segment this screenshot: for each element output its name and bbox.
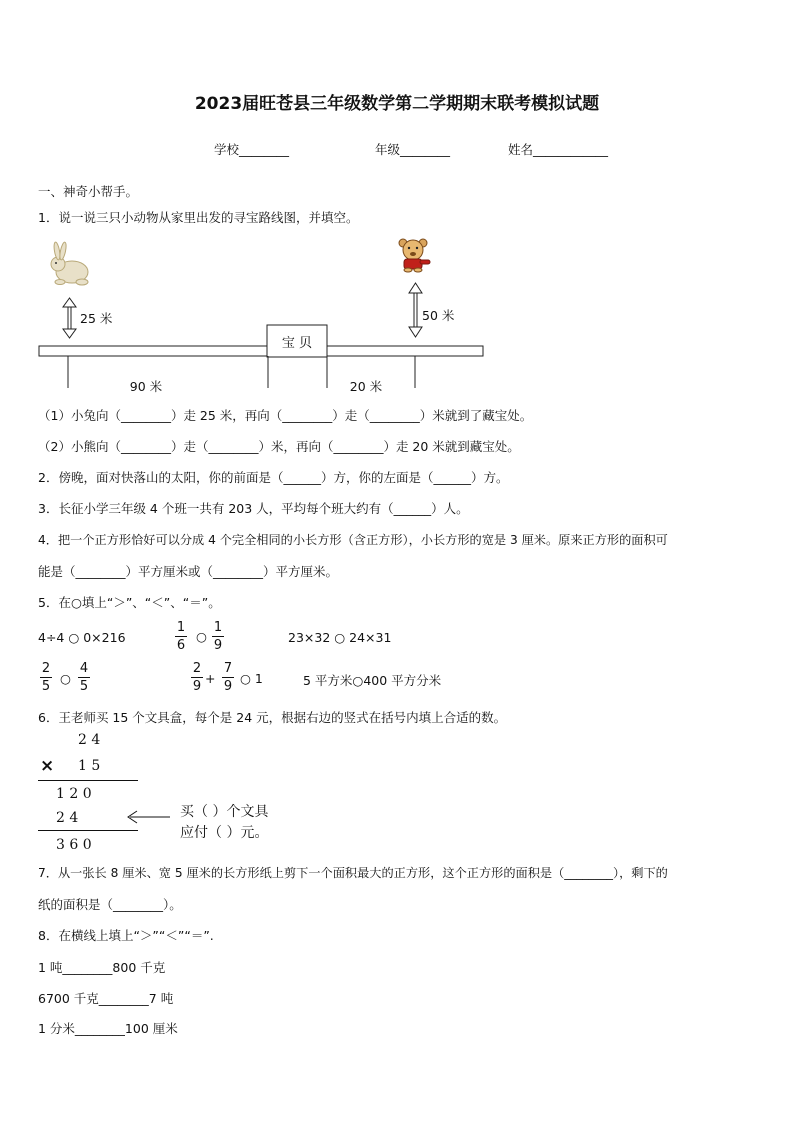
- name-field: 姓名____________: [508, 142, 609, 157]
- question-5: 5．在○填上“＞”、“＜”、“＝”。: [38, 595, 221, 610]
- treasure-label: 宝 贝: [281, 336, 313, 351]
- school-field: 学校________: [214, 142, 290, 157]
- bear-distance-label: 50 米: [422, 308, 455, 323]
- q5-item2-frac1: [175, 620, 187, 653]
- q5-item4-op: ○: [60, 671, 71, 686]
- bear-arrow: [409, 283, 422, 337]
- grade-field: 年级________: [375, 142, 451, 157]
- denominator: 9: [213, 638, 223, 653]
- numerator: 2: [41, 661, 51, 676]
- route-diagram: [30, 232, 500, 400]
- q5-item4-frac2: [78, 661, 90, 694]
- road: [39, 346, 483, 356]
- page-title: 2023届旺苍县三年级数学第二学期期末联考模拟试题: [194, 94, 600, 114]
- denominator: 6: [176, 638, 186, 653]
- denominator: 9: [223, 679, 233, 694]
- q5-item5-plus: +: [205, 671, 216, 686]
- denominator: 5: [41, 679, 51, 694]
- mult-row5: 3 6 0: [56, 837, 92, 853]
- rabbit-arrow: [63, 298, 76, 338]
- q8-item2: 6700 千克________7 吨: [38, 991, 174, 1006]
- numerator: 4: [79, 661, 89, 676]
- denominator: 5: [79, 679, 89, 694]
- numerator: 7: [223, 661, 233, 676]
- right-distance-label: 20 米: [349, 379, 383, 394]
- q1-sub1: （1）小兔向（________）走 25 米，再向（________）走（________）米就到了藏宝处。: [38, 408, 533, 423]
- q5-item3: 23×32 ○ 24×31: [288, 630, 392, 645]
- q5-item5-rest: ○ 1: [240, 671, 263, 686]
- left-arrow-icon: [124, 810, 172, 824]
- q1-sub2: （2）小熊向（________）走（________）米，再向（________）走 20 米就到藏宝处。: [38, 439, 520, 454]
- q8-item1: 1 吨________800 千克: [38, 960, 166, 975]
- bear-icon: [399, 239, 430, 272]
- denominator: 9: [192, 679, 202, 694]
- q8-item3: 1 分米________100 厘米: [38, 1021, 178, 1036]
- q5-item5-frac1: [191, 661, 203, 694]
- q6-note1: 买（ ）个文具: [180, 804, 269, 820]
- mult-row1: 2 4: [78, 732, 101, 748]
- q5-item6: 5 平方米○400 平方分米: [303, 673, 442, 688]
- q5-item1: 4÷4 ○ 0×216: [38, 630, 126, 645]
- numerator: 1: [213, 620, 223, 635]
- question-4-line1: 4．把一个正方形恰好可以分成 4 个完全相同的小长方形（含正方形），小长方形的宽是 3 厘米。原来正方形的面积可: [38, 533, 668, 547]
- q5-item2-frac2: [212, 620, 224, 653]
- question-8: 8．在横线上填上“＞”“＜”“＝”.: [38, 928, 214, 943]
- q5-item4-frac1: [40, 661, 52, 694]
- times-sign: ×: [40, 756, 55, 776]
- mult-row4: 2 4: [56, 810, 79, 826]
- q5-item2-op: ○: [196, 629, 207, 644]
- mult-line2: [38, 830, 138, 831]
- rabbit-distance-label: 25 米: [80, 311, 113, 326]
- numerator: 2: [192, 661, 202, 676]
- question-2: 2．傍晚，面对快落山的太阳，你的前面是（______）方，你的左面是（______）方。: [38, 470, 509, 485]
- question-6: 6．王老师买 15 个文具盒，每个是 24 元，根据右边的竖式在括号内填上合适的数。: [38, 710, 507, 725]
- left-distance-label: 90 米: [129, 379, 163, 394]
- mult-row2: 1 5: [78, 758, 101, 774]
- question-7-line2: 纸的面积是（________）。: [38, 897, 182, 912]
- q6-note2: 应付（ ）元。: [180, 825, 269, 841]
- numerator: 1: [176, 620, 186, 635]
- question-4-line2: 能是（________）平方厘米或（________）平方厘米。: [38, 564, 339, 579]
- rabbit-icon: [51, 242, 88, 285]
- mult-row3: 1 2 0: [56, 786, 92, 802]
- section-heading: 一、神奇小帮手。: [38, 184, 139, 199]
- mult-line1: [38, 780, 138, 781]
- question-3: 3．长征小学三年级 4 个班一共有 203 人，平均每个班大约有（______）人。: [38, 501, 469, 516]
- question-1: 1．说一说三只小动物从家里出发的寻宝路线图，并填空。: [38, 210, 359, 225]
- question-7-line1: 7．从一张长 8 厘米、宽 5 厘米的长方形纸上剪下一个面积最大的正方形，这个正方形的面积是（________），剩下的: [38, 866, 668, 880]
- q5-item5-frac2: [222, 661, 234, 694]
